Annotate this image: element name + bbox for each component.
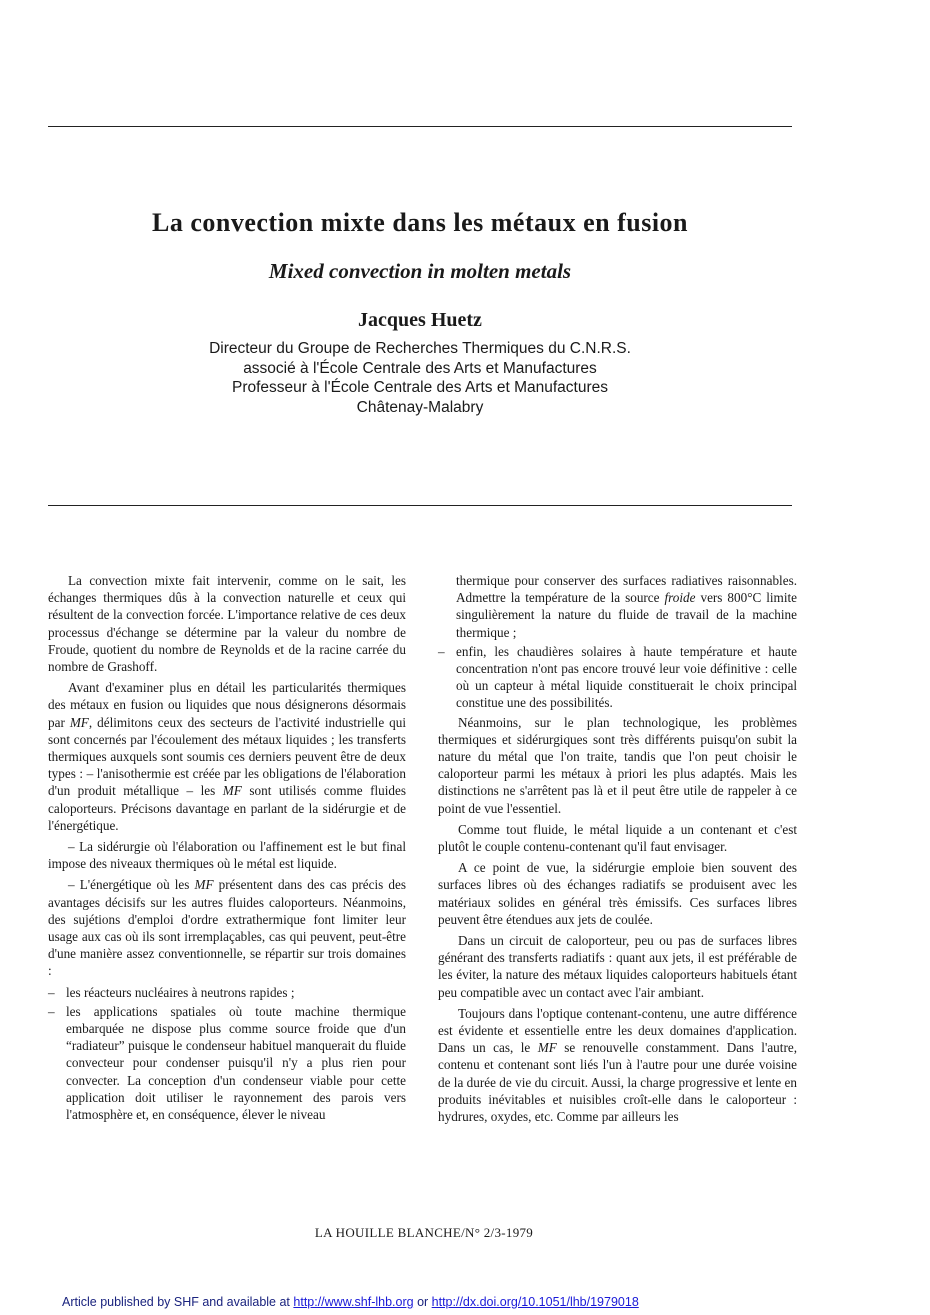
header-separator-rule (48, 505, 792, 506)
text-run: , délimitons ceux des secteurs de l'activité industrielle qui sont concernés par l'écoulement des métaux liquides ; les transferts thermiques auxquels sont soumis ces derniers peuvent être de deux types : – l'anisothermie est créée par les obligations de l'élaboration d'un produit métallique – les (48, 714, 406, 799)
shf-site-link[interactable]: http://www.shf-lhb.org (293, 1295, 414, 1309)
affiliation-line: associé à l'École Centrale des Arts et Manufactures (243, 359, 597, 377)
paragraph: Dans un circuit de caloporteur, peu ou pas de surfaces libres générant des transferts radiatifs : quant aux jets, il est préférable de les éviter, la nature des métaux liquides caloporteurs habituels étant peu compatible avec un contact avec l'air ambiant. (438, 933, 797, 1000)
abbreviation: MF (194, 877, 214, 893)
abbreviation: MF (69, 714, 89, 730)
dash-marker: – (48, 1003, 55, 1019)
text-run: présentent dans des cas précis des avantages décisifs sur les autres fluides caloporteurs. Néanmoins, des sujétions d'emploi d'ordre extrathermique font limiter leur usage aux cas où ils sont irremplaçables, cas qui peuvent, peut-être d'une manière assez conventionnelle, se répartir sur trois domaines : (48, 877, 406, 979)
top-rule (48, 126, 792, 127)
author-name: Jacques Huetz (358, 309, 482, 331)
notice-text: or (413, 1295, 432, 1309)
journal-footer: LA HOUILLE BLANCHE/N° 2/3-1979 (314, 1225, 534, 1240)
paragraph: A ce point de vue, la sidérurgie emploie bien souvent des surfaces libres où des échanges radiatifs se produisent avec les matériaux solides en général très émissifs. Ces surfaces libres peuvent être étendues aux jets de coulée. (438, 860, 797, 927)
abbreviation: MF (222, 783, 242, 799)
notice-text: Article published by SHF and available at (62, 1295, 294, 1309)
paragraph (438, 1005, 797, 1125)
emphasis: froide (664, 590, 696, 606)
list-item (48, 984, 406, 1001)
doi-link[interactable]: http://dx.doi.org/10.1051/lhb/1979018 (431, 1295, 639, 1309)
affiliation-line: Professeur à l'École Centrale des Arts et Manufactures (231, 379, 608, 396)
article-subtitle-english: Mixed convection in molten metals (268, 259, 572, 283)
text-run: sont utilisés comme fluides caloporteurs. Précisons davantage en parlant de la sidérurgie et de l'énergétique. (48, 783, 407, 833)
paragraph (48, 876, 406, 979)
list-item (48, 1003, 406, 1123)
text-run: thermique pour conserver des surfaces radiatives raisonnables. Admettre la température de la source (456, 573, 797, 606)
article-title: La convection mixte dans les métaux en fusion (152, 208, 688, 237)
author-affiliation (0, 339, 840, 417)
abbreviation: MF (537, 1040, 557, 1056)
text-run: vers 800°C limite singulièrement la nature du fluide de travail de la machine thermique ; (456, 590, 797, 640)
dash-marker: – (438, 643, 445, 659)
affiliation-line: Directeur du Groupe de Recherches Thermiques du C.N.R.S. (209, 340, 631, 357)
list-item-text: les applications spatiales où toute machine thermique embarquée ne dispose plus comme source froide que d'un “radiateur” puisque le condenseur habituel manquerait du fluide convecteur pour condenser puisqu'il n'y a plus rien pour convecter. La conception d'un condenseur viable pour cette application doit utiliser le rayonnement des parois vers l'atmosphère et, en conséquence, élever le niveau (66, 1003, 406, 1123)
publication-notice (62, 1295, 862, 1309)
list-item (438, 643, 797, 712)
paragraph (48, 679, 406, 834)
paragraph: Néanmoins, sur le plan technologique, les problèmes thermiques et sidérurgiques sont très différents puisqu'on subit la nature du métal que l'on traite, tandis que l'on peut choisir le caloporteur parmi les métaux à priori les plus adaptés. Mais les distinctions ne s'arrêtent pas là et il peut être utile de rappeler à ce point de vue l'essentiel. (438, 714, 797, 816)
text-run: se renouvelle constamment. Dans l'autre, contenu et contenant sont liés l'un à l'autre pour une durée voisine de la durée de vie du circuit. Aussi, la charge progressive et lente en produits inévitables et nuisibles croît-elle dans le caloporteur : hydrures, oxydes, etc. Comme par ailleurs les (438, 1040, 797, 1125)
affiliation-line: Châtenay-Malabry (356, 398, 484, 416)
paragraph: La convection mixte fait intervenir, comme on le sait, les échanges thermiques dûs à la convection naturelle et ceux qui résultent de la convection forcée. L'importance relative de ces deux processus d'échange se détermine par la valeur du nombre de Froude, quotient du nombre de Reynolds et de la racine carrée du nombre de Grashoff. (48, 573, 406, 675)
list-item-continued (438, 572, 797, 641)
left-text-column (48, 572, 406, 1125)
text-run: Toujours dans l'optique contenant-contenu, une autre différence est évidente et essentielle entre les deux domaines d'application. Dans un cas, le (438, 1005, 797, 1056)
list-item-text: les réacteurs nucléaires à neutrons rapides ; (66, 984, 295, 1000)
text-run: – L'énergétique où les (68, 877, 195, 893)
list-item-text: enfin, les chaudières solaires à haute température et haute concentration n'ont pas encore trouvé leur voie définitive : celle où un capteur à métal liquide constituerait le choix principal constitue une des possibilités. (456, 643, 797, 711)
paragraph: – La sidérurgie où l'élaboration ou l'affinement est le but final impose des niveaux thermiques où le métal est liquide. (48, 839, 406, 872)
dash-marker: – (48, 984, 55, 1000)
paragraph: Comme tout fluide, le métal liquide a un contenant et c'est plutôt le couple contenu-contenant qu'il faut envisager. (438, 821, 797, 855)
text-run: Avant d'examiner plus en détail les particularités thermiques des métaux en fusion ou liquides que nous désignerons désormais par (48, 680, 406, 730)
right-text-column (438, 572, 797, 1129)
